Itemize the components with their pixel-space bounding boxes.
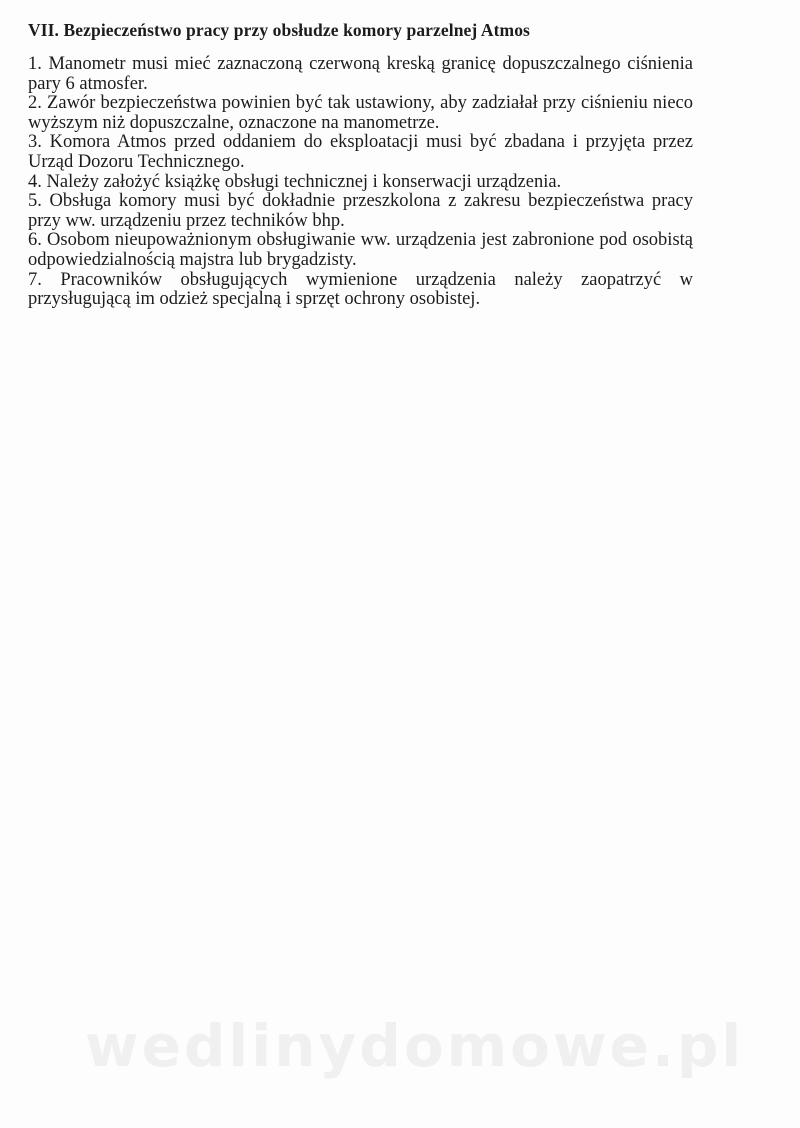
rule-item-7: 7. Pracowników obsługujących wymienione urządzenia należy zaopatrzyć w przysługującą im odzież specjalną i sprzęt ochrony osobistej.: [28, 269, 693, 310]
safety-rules-list: [28, 55, 693, 310]
rule-item-5: 5. Obsługa komory musi być dokładnie przeszkolona z zakresu bezpieczeństwa pracy przy ww. urządzeniu przez techników bhp.: [28, 191, 693, 231]
rule-item-1: 1. Manometr musi mieć zaznaczoną czerwoną kreską granicę dopuszczalnego ciśnienia pary 6 atmosfer.: [28, 54, 693, 94]
rule-item-3: 3. Komora Atmos przed oddaniem do eksploatacji musi być zbadana i przyjęta przez Urząd Dozoru Technicznego.: [28, 132, 693, 172]
watermark: wedlinydomowe.pl: [85, 1012, 745, 1080]
rule-item-4: 4. Należy założyć książkę obsługi technicznej i konserwacji urządzenia.: [28, 171, 562, 192]
section-heading: VII. Bezpieczeństwo pracy przy obsłudze komory parzelnej Atmos: [28, 20, 530, 40]
rule-item-2: 2. Zawór bezpieczeństwa powinien być tak ustawiony, aby zadziałał przy ciśnieniu nieco wyższym niż dopuszczalne, oznaczone na manometrze.: [28, 93, 693, 133]
rule-item-6: 6. Osobom nieupoważnionym obsługiwanie ww. urządzenia jest zabronione pod osobistą odpowiedzialnością majstra lub brygadzisty.: [28, 230, 693, 270]
